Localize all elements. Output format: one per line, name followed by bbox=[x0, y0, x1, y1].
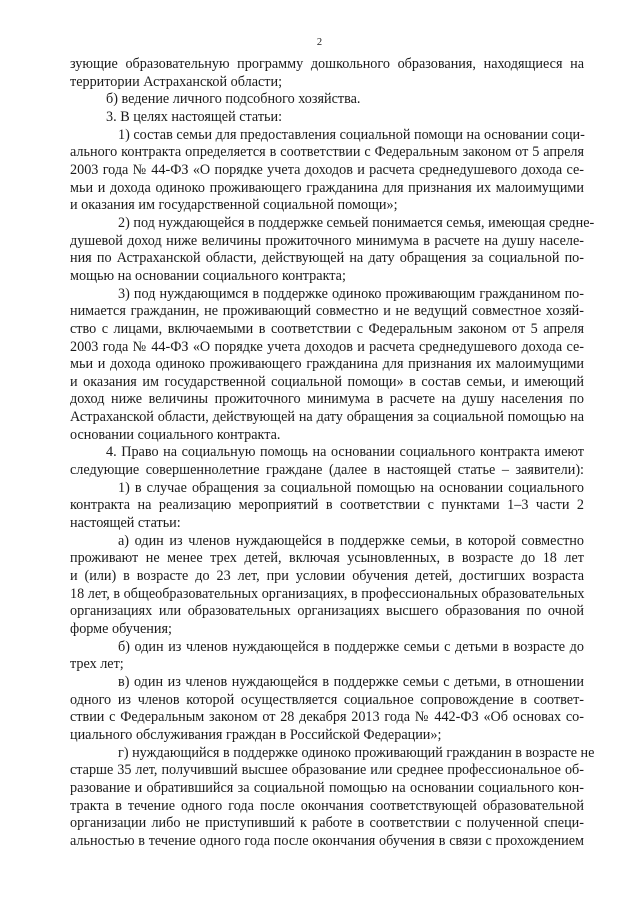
text-line: мьи и дохода одиноко проживающего гражданина для признания их малоимущими bbox=[70, 179, 584, 196]
text-line: в) один из членов нуждающейся в поддержке семьи с детьми, в отношении bbox=[118, 673, 584, 690]
text-line: организации либо не приступивший к работе в соответствии с полученной специ- bbox=[70, 815, 584, 832]
text-line: старше 35 лет, получивший высшее образование или среднее профессиональное об- bbox=[70, 762, 584, 779]
text-line: трех лет; bbox=[70, 656, 124, 673]
text-line: ствии с Федеральным законом от 28 декабря 2013 года № 442-ФЗ «Об основах со- bbox=[70, 709, 584, 726]
text-line: циального обслуживания граждан в Российской Федерации»; bbox=[70, 726, 442, 743]
text-line: мьи и дохода одиноко проживающего гражданина для признания их малоимущими bbox=[70, 356, 584, 373]
text-line: и оказания им государственной социальной помощи»; bbox=[70, 197, 398, 214]
text-line: 2003 года № 44-ФЗ «О порядке учета доходов и расчета среднедушевого дохода се- bbox=[70, 338, 584, 355]
text-line: г) нуждающийся в поддержке одиноко проживающий гражданин в возрасте не bbox=[118, 744, 595, 761]
document-body bbox=[70, 56, 595, 851]
text-line: а) один из членов нуждающейся в поддержке семьи, в которой совместно bbox=[118, 532, 584, 549]
text-line: б) один из членов нуждающейся в поддержке семьи с детьми в возрасте до bbox=[118, 638, 584, 655]
text-line: следующие совершеннолетние граждане (далее в настоящей статье – заявители): bbox=[70, 462, 584, 479]
text-line: 1) в случае обращения за социальной помощью на основании социального bbox=[118, 479, 584, 496]
text-line: организациях или образовательных организациях высшего образования по очной bbox=[70, 603, 584, 620]
text-line: 2) под нуждающейся в поддержке семьей понимается семья, имеющая средне- bbox=[118, 214, 595, 231]
page-number: 2 bbox=[316, 37, 323, 48]
text-line: разование и обратившийся за социальной помощью на основании социального кон- bbox=[70, 779, 584, 796]
text-line: ство с лицами, включаемыми в соответствии с Федеральным законом от 5 апреля bbox=[70, 320, 584, 337]
text-line: и (или) в возрасте до 23 лет, при условии обучения детей, достигших возраста bbox=[70, 568, 584, 585]
text-line: доход ниже величины прожиточного минимума в расчете на душу населения по bbox=[70, 391, 584, 408]
text-line: 1) состав семьи для предоставления социальной помощи на основании соци- bbox=[118, 126, 585, 143]
text-line: основании социального контракта. bbox=[70, 426, 281, 443]
text-line: контракта на реализацию мероприятий в соответствии с пунктами 1–3 части 2 bbox=[70, 497, 584, 514]
text-line: зующие образовательную программу дошкольного образования, находящиеся на bbox=[70, 56, 584, 72]
text-line: душевой доход ниже величины прожиточного минимума в расчете на душу населе- bbox=[70, 232, 584, 249]
text-line: 18 лет, в общеобразовательных организациях, в профессиональных образовательных bbox=[70, 585, 585, 602]
text-line: 3. В целях настоящей статьи: bbox=[106, 108, 283, 125]
text-line: 3) под нуждающимся в поддержке одиноко проживающим гражданином по- bbox=[118, 285, 584, 302]
text-line: 4. Право на социальную помощь на основании социального контракта имеют bbox=[106, 444, 584, 461]
text-line: мощью на основании социального контракта; bbox=[70, 267, 346, 284]
text-line: 2003 года № 44-ФЗ «О порядке учета доходов и расчета среднедушевого дохода се- bbox=[70, 161, 584, 178]
text-line: ния по Астраханской области, действующей на дату обращения за социальной по- bbox=[70, 250, 584, 267]
text-line: форме обучения; bbox=[70, 621, 172, 637]
text-line: ального контракта определяется в соответствии с Федеральным законом от 5 апреля bbox=[70, 144, 584, 161]
text-line: Астраханской области, действующей на дату обращения за социальной помощью на bbox=[70, 409, 584, 426]
text-line: тракта в течение одного года после окончания соответствующей образовательной bbox=[70, 797, 584, 814]
text-line: альностью в течение одного года после окончания обучения в связи с прохождением bbox=[70, 832, 584, 849]
text-line: и оказания им государственной социальной помощи» в состав семьи, и имеющий bbox=[70, 373, 584, 390]
text-line: проживают не менее трех детей, включая усыновленных, в возрасте до 18 лет bbox=[70, 550, 584, 567]
text-line: нимается гражданин, не проживающий совместно и не ведущий совместное хозяй- bbox=[70, 303, 584, 320]
text-line: территории Астраханской области; bbox=[70, 73, 283, 90]
text-line: настоящей статьи: bbox=[70, 515, 181, 532]
text-line: одного из членов которой осуществляется социальное сопровождение в соответ- bbox=[70, 691, 584, 708]
text-line: б) ведение личного подсобного хозяйства. bbox=[106, 91, 361, 108]
